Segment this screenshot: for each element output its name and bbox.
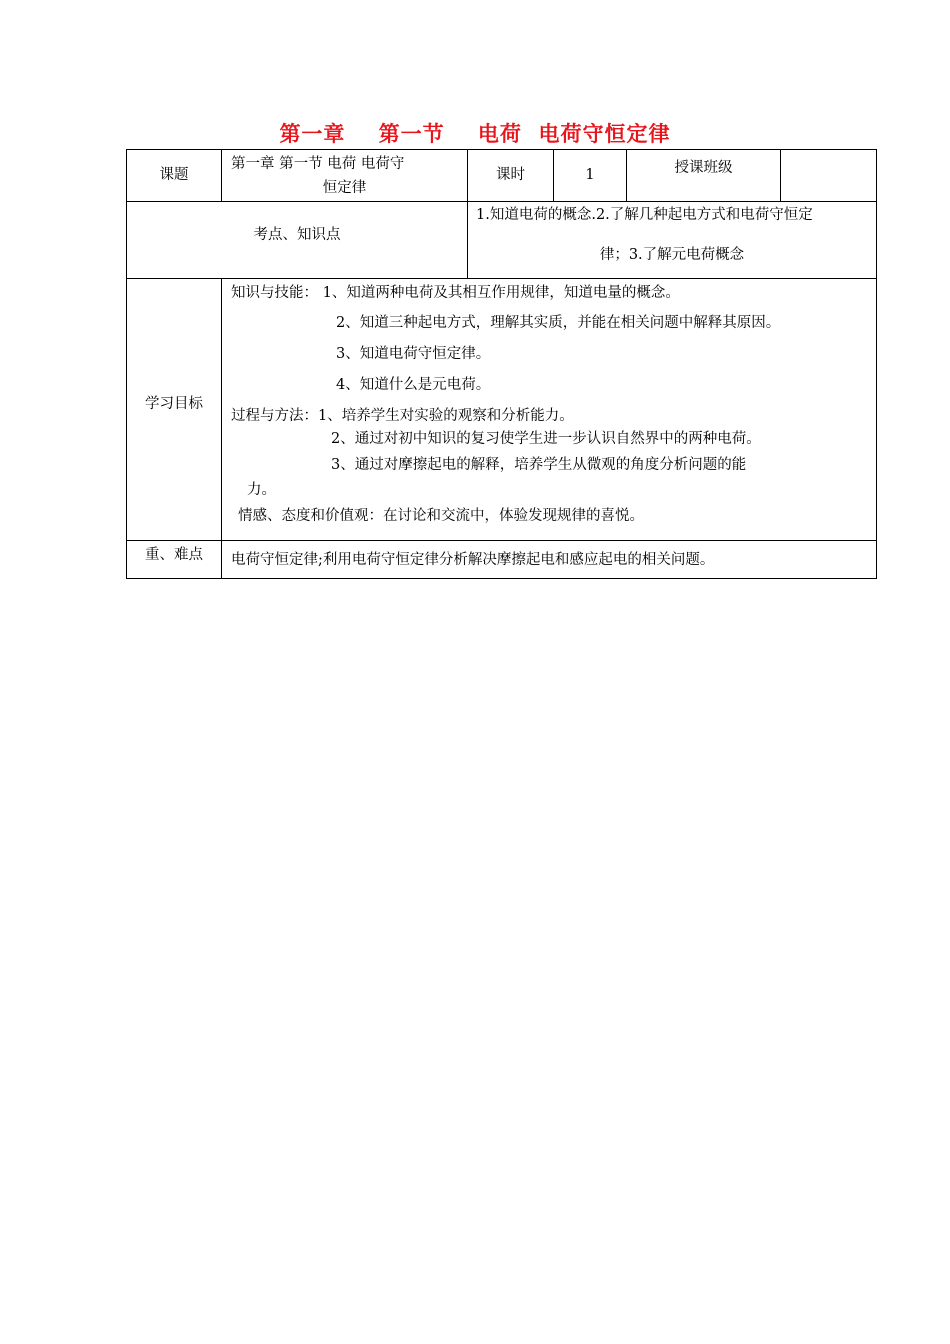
goal-line: 4、知道什么是元电荷。 [336, 377, 491, 393]
hours-label: 课时 [496, 167, 525, 183]
key-points-label: 重、难点 [145, 547, 203, 563]
topic-value-cell [221, 149, 468, 202]
topic-value-line2: 恒定律 [322, 180, 367, 196]
learning-goals-label-cell [126, 278, 222, 541]
goal-line: 2、知道三种起电方式，理解其实质，并能在相关问题中解释其原因。 [336, 315, 781, 331]
knowledge-points-line2: 律；3.了解元电荷概念 [599, 247, 745, 263]
topic-value-line1: 第一章 第一节 电荷 电荷守 [231, 156, 405, 172]
document-title: 第一章 第一节 电荷 电荷守恒定律 [279, 122, 671, 146]
key-points-cell [221, 540, 877, 579]
goal-line: 3、通过对摩擦起电的解释，培养学生从微观的角度分析问题的能 [331, 457, 747, 473]
goal-line: 3、知道电荷守恒定律。 [336, 346, 491, 362]
knowledge-points-label-cell [126, 201, 468, 279]
key-points-label-cell [126, 540, 222, 579]
topic-label: 课题 [159, 167, 189, 183]
learning-goals-cell [221, 278, 877, 541]
hours-label-cell [467, 149, 554, 202]
goal-line: 力。 [247, 482, 276, 498]
class-value-cell [780, 149, 877, 202]
hours-value: 1 [585, 167, 595, 183]
knowledge-points-label: 考点、知识点 [253, 227, 341, 243]
learning-goals-label: 学习目标 [145, 396, 203, 412]
goal-line: 知识与技能： 1、知道两种电荷及其相互作用规律，知道电量的概念。 [231, 285, 680, 301]
class-label-cell [626, 149, 781, 202]
lesson-plan-table [126, 149, 877, 579]
goal-line: 2、通过对初中知识的复习使学生进一步认识自然界中的两种电荷。 [331, 431, 761, 447]
knowledge-points-line1: 1.知道电荷的概念.2.了解几种起电方式和电荷守恒定 [476, 207, 813, 223]
knowledge-points-cell [467, 201, 877, 279]
key-points-content: 电荷守恒定律;利用电荷守恒定律分析解决摩擦起电和感应起电的相关问题。 [231, 552, 715, 568]
hours-value-cell [553, 149, 627, 202]
class-label: 授课班级 [674, 160, 733, 176]
goal-line: 情感、态度和价值观：在讨论和交流中，体验发现规律的喜悦。 [238, 508, 644, 524]
topic-label-cell [126, 149, 222, 202]
goal-line: 过程与方法：1、培养学生对实验的观察和分析能力。 [231, 408, 574, 424]
